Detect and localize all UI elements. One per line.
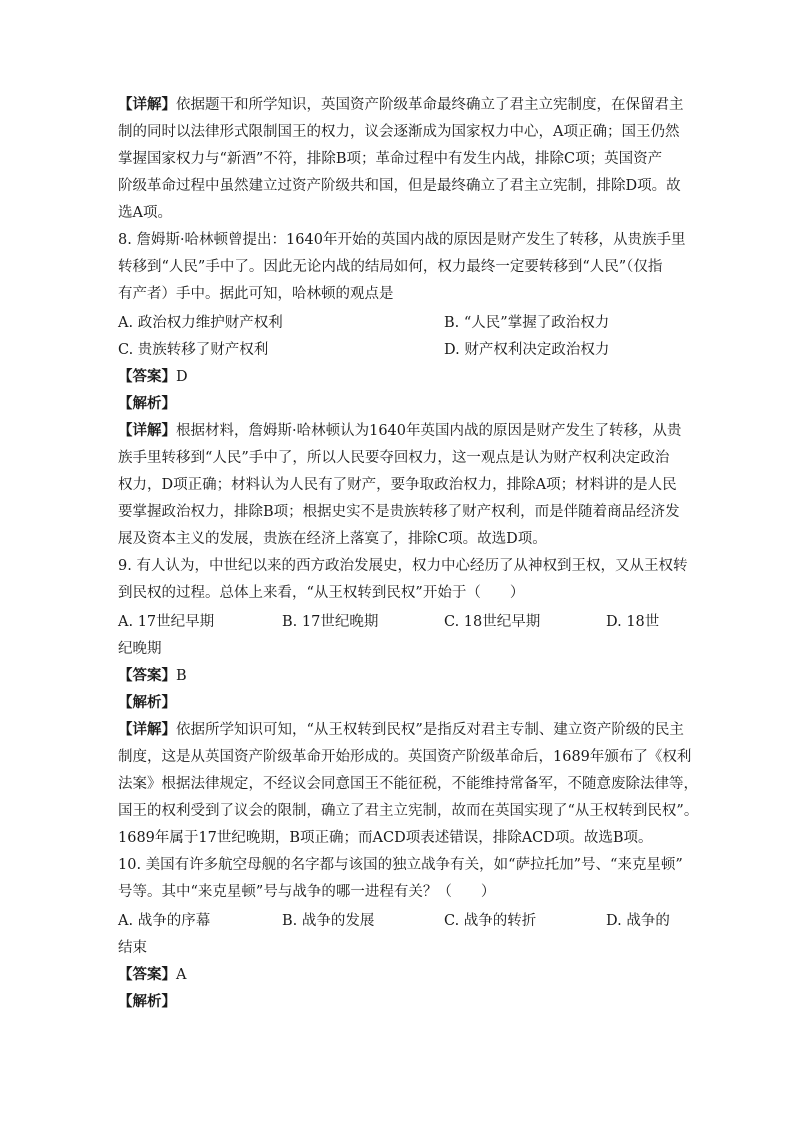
q8-stem-line: 8. 詹姆斯·哈林顿曾提出：1640年开始的英国内战的原因是财产发生了转移，从贵族手里: [118, 232, 686, 248]
q9-option-a: A. 17世纪早期: [118, 614, 215, 630]
q8-option-d: D. 财产权利决定政治权力: [444, 342, 610, 358]
q9-analysis-label: 【解析】: [118, 694, 176, 711]
q9-answer: 【答案】B: [118, 667, 187, 684]
q8-detail-line: 展及资本主义的发展，贵族在经济上落寞了，排除C项。故选D项。: [118, 531, 547, 547]
q10-option-b: B. 战争的发展: [282, 913, 375, 929]
q9-detail-line: 制度，这是从英国资产阶级革命开始形成的。英国资产阶级革命后，1689年颁布了《权利: [118, 749, 692, 765]
q9-detail-line: 国王的权利受到了议会的限制，确立了君主立宪制，故而在英国实现了“从王权转到民权”。: [118, 803, 699, 819]
q8-analysis-label: 【解析】: [118, 395, 176, 412]
q8-option-a: A. 政治权力维护财产权利: [118, 315, 283, 331]
q10-option-d: D. 战争的: [606, 913, 670, 929]
q7-detail-line: 阶级革命过程中虽然建立过资产阶级共和国，但是最终确立了君主立宪制，排除D项。故: [118, 178, 681, 194]
q7-detail-line: 掌握国家权力与“新酒”不符，排除B项；革命过程中有发生内战，排除C项；英国资产: [118, 151, 663, 167]
q10-option-wrap: 结束: [118, 940, 147, 956]
q9-stem-line: 到民权的过程。总体上来看，“从王权转到民权”开始于（ ）: [118, 585, 525, 601]
detail-label: 【详解】: [118, 96, 176, 113]
q10-analysis-label: 【解析】: [118, 993, 176, 1010]
q8-detail-line: 族手里转移到“人民”手中了，所以人民要夺回权力，这一观点是认为财产权利决定政治: [118, 450, 670, 466]
q9-option-c: C. 18世纪早期: [444, 614, 541, 630]
q9-option-b: B. 17世纪晚期: [282, 614, 379, 630]
q7-detail-line: 制的同时以法律形式限制国王的权力，议会逐渐成为国家权力中心，A项正确；国王仍然: [118, 124, 680, 140]
q8-answer: 【答案】D: [118, 368, 188, 385]
q9-option-d: D. 18世: [606, 614, 660, 630]
q10-stem-line: 10. 美国有许多航空母舰的名字都与该国的独立战争有关，如“萨拉托加”号、“来克星顿”: [118, 857, 683, 873]
q8-detail-line: 要掌握政治权力，排除B项；根据史实不是贵族转移了财产权利，而是伴随着商品经济发: [118, 504, 680, 520]
q8-detail-line: 权力，D项正确；材料认为人民有了财产，要争取政治权力，排除A项；材料讲的是人民: [118, 477, 677, 493]
q9-detail-line: 法案》根据法律规定，不经议会同意国王不能征税，不能维持常备军，不随意废除法律等，: [118, 776, 698, 792]
q10-option-c: C. 战争的转折: [444, 913, 537, 929]
q7-detail-line: 选A项。: [118, 205, 172, 221]
q7-detail-line: 【详解】依据题干和所学知识，英国资产阶级革命最终确立了君主立宪制度，在保留君主: [118, 96, 684, 113]
q9-option-wrap: 纪晚期: [118, 641, 162, 657]
q8-stem-line: 转移到“人民”手中了。因此无论内战的结局如何，权力最终一定要转移到“人民”（仅指: [118, 259, 663, 275]
q9-detail-line: 1689年属于17世纪晚期，B项正确；而ACD项表述错误，排除ACD项。故选B项。: [118, 830, 653, 846]
q9-stem-line: 9. 有人认为，中世纪以来的西方政治发展史，权力中心经历了从神权到王权，又从王权转: [118, 558, 688, 574]
q8-stem-line: 有产者）手中。据此可知，哈林顿的观点是: [118, 286, 394, 302]
q8-detail-line: 【详解】根据材料，詹姆斯·哈林顿认为1640年英国内战的原因是财产发生了转移，从贵: [118, 422, 682, 439]
q10-answer: 【答案】A: [118, 966, 187, 983]
q8-option-b: B. “人民”掌握了政治权力: [444, 315, 610, 331]
q10-option-a: A. 战争的序幕: [118, 913, 211, 929]
q8-option-c: C. 贵族转移了财产权利: [118, 342, 269, 358]
q10-stem-line: 号等。其中“来克星顿”号与战争的哪一进程有关？（ ）: [118, 884, 496, 900]
q9-detail-line: 【详解】依据所学知识可知，“从王权转到民权”是指反对君主专制、建立资产阶级的民主: [118, 721, 684, 738]
